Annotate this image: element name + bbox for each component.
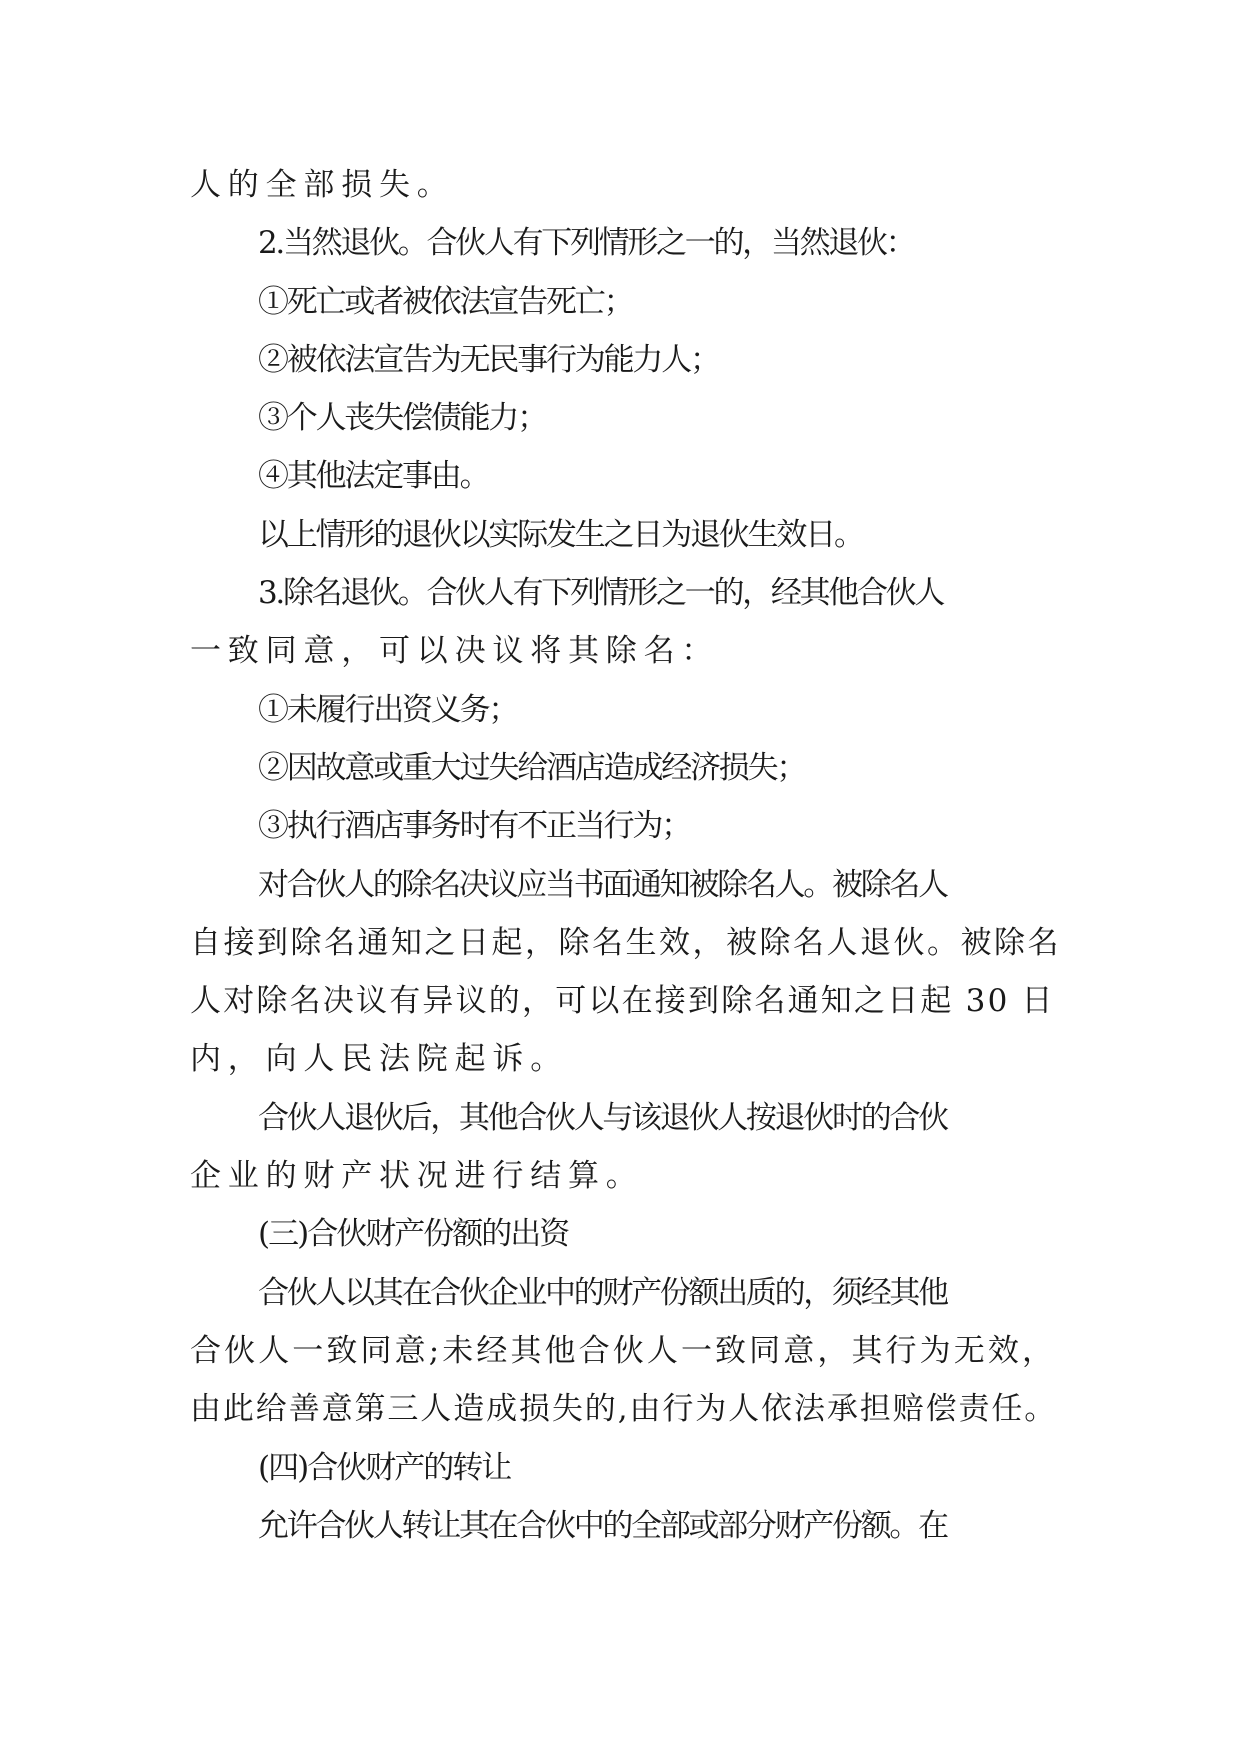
text-line: 人的全部损失。 [190, 167, 455, 203]
text-line: 2.当然退伙。合伙人有下列情形之一的，当然退伙： [258, 225, 915, 262]
section-heading: (四)合伙财产的转让 [258, 1449, 511, 1486]
text-line: 对合伙人的除名决议应当书面通知被除名人。被除名人 [258, 866, 947, 903]
text-line: ①死亡或者被依法宣告死亡； [258, 283, 633, 320]
text-line: 以上情形的退伙以实际发生之日为退伙生效日。 [258, 516, 863, 553]
text-line: 合伙人一致同意;未经其他合伙人一致同意，其行为无效， [190, 1332, 1057, 1369]
text-line: ④其他法定事由。 [258, 458, 489, 495]
text-line: 内，向人民法院起诉。 [190, 1041, 568, 1078]
text-line: 合伙人退伙后，其他合伙人与该退伙人按退伙时的合伙 [258, 1099, 947, 1136]
text-line: ①未履行出资义务； [258, 691, 518, 728]
text-line: 企业的财产状况进行结算。 [190, 1158, 644, 1195]
text-line: 合伙人以其在合伙企业中的财产份额出质的，须经其他 [258, 1274, 947, 1311]
document-body [190, 156, 1060, 1555]
text-line: 3.除名退伙。合伙人有下列情形之一的，经其他合伙人 [258, 575, 944, 612]
text-line: 自接到除名通知之日起，除名生效，被除名人退伙。被除名 [190, 924, 1061, 961]
text-line: 允许合伙人转让其在合伙中的全部或部分财产份额。在 [258, 1507, 947, 1544]
text-line: 由此给善意第三人造成损失的,由行为人依法承担赔偿责任。 [190, 1391, 1058, 1428]
text-line: ③执行酒店事务时有不正当行为； [258, 808, 690, 845]
text-line: ③个人丧失偿债能力； [258, 400, 546, 437]
section-heading: (三)合伙财产份额的出资 [258, 1216, 569, 1253]
text-line: ②因故意或重大过失给酒店造成经济损失； [258, 749, 806, 786]
text-line: 一致同意，可以决议将其除名： [190, 633, 720, 670]
text-line: ②被依法宣告为无民事行为能力人； [258, 341, 719, 378]
text-line: 人对除名决议有异议的，可以在接到除名通知之日起 30 日 [190, 983, 1055, 1020]
